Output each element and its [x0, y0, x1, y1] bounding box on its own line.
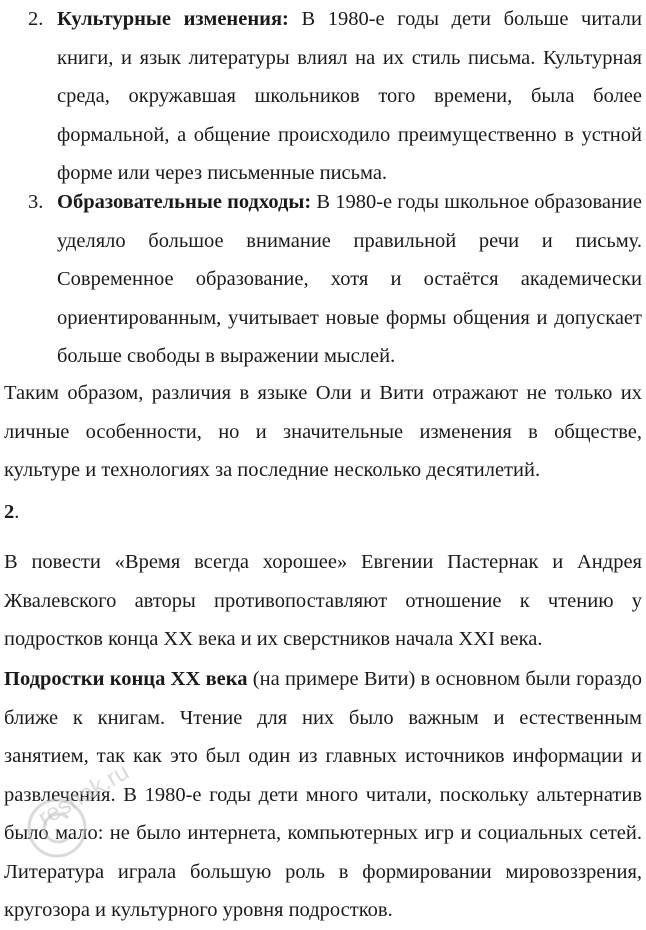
list-item-body [57, 183, 642, 376]
list-item-number: 2. [28, 8, 44, 30]
list-item-text: В 1980-е годы дети больше читали книги, и язык литературы влиял на их стиль письма. Культурная среда, окружавшая школьников того времени, была более формальной, а общение происходило преимущественно в устной форме или через письменные письма. [57, 8, 642, 184]
watermark-text: reshak.ru [33, 758, 134, 832]
list-item-text: В 1980-е годы школьное образование уделяло большое внимание правильной речи и письму. Современное образование, хотя и остаётся академически ориентированным, учитывает новые формы общения и допускает больше свободы в выражении мыслей. [57, 191, 643, 367]
teen-paragraph-title: Подростки конца XX века [4, 668, 248, 690]
teen-paragraph-text: (на примере Вити) в основном были гораздо ближе к книгам. Чтение для них было важным и естественным занятием, так как это был один из главных источников информации и развлечения. В 1980-е годы дети много читали, поскольку альтернатив было мало: не было интернета, компьютерных игр и социальных сетей. Литература играла большую роль в формировании мировоззрения, кругозора и культурного уровня подростков. [4, 668, 642, 921]
list-item-number: 3. [28, 191, 44, 213]
intro-paragraph: В повести «Время всегда хорошее» Евгении Пастернак и Андрея Жвалевского авторы противопоставляют отношение к чтению у подростков конца XX века и их сверстников начала XXI века. [4, 551, 642, 650]
list-item-body [57, 0, 642, 193]
section-number [4, 493, 19, 532]
list-item-educational-approaches [4, 183, 642, 376]
list-item-title: Культурные изменения: [57, 8, 289, 30]
list-item-title: Образовательные подходы: [57, 191, 312, 213]
section-number-value: 2 [4, 501, 15, 523]
teen-paragraph [4, 660, 642, 930]
section-number-dot: . [14, 501, 20, 523]
conclusion-paragraph: Таким образом, различия в языке Оли и Вити отражают не только их личные особенности, но и значительные изменения в обществе, культуре и технологиях за последние несколько десятилетий. [4, 382, 642, 481]
list-item-cultural-changes [4, 0, 642, 193]
